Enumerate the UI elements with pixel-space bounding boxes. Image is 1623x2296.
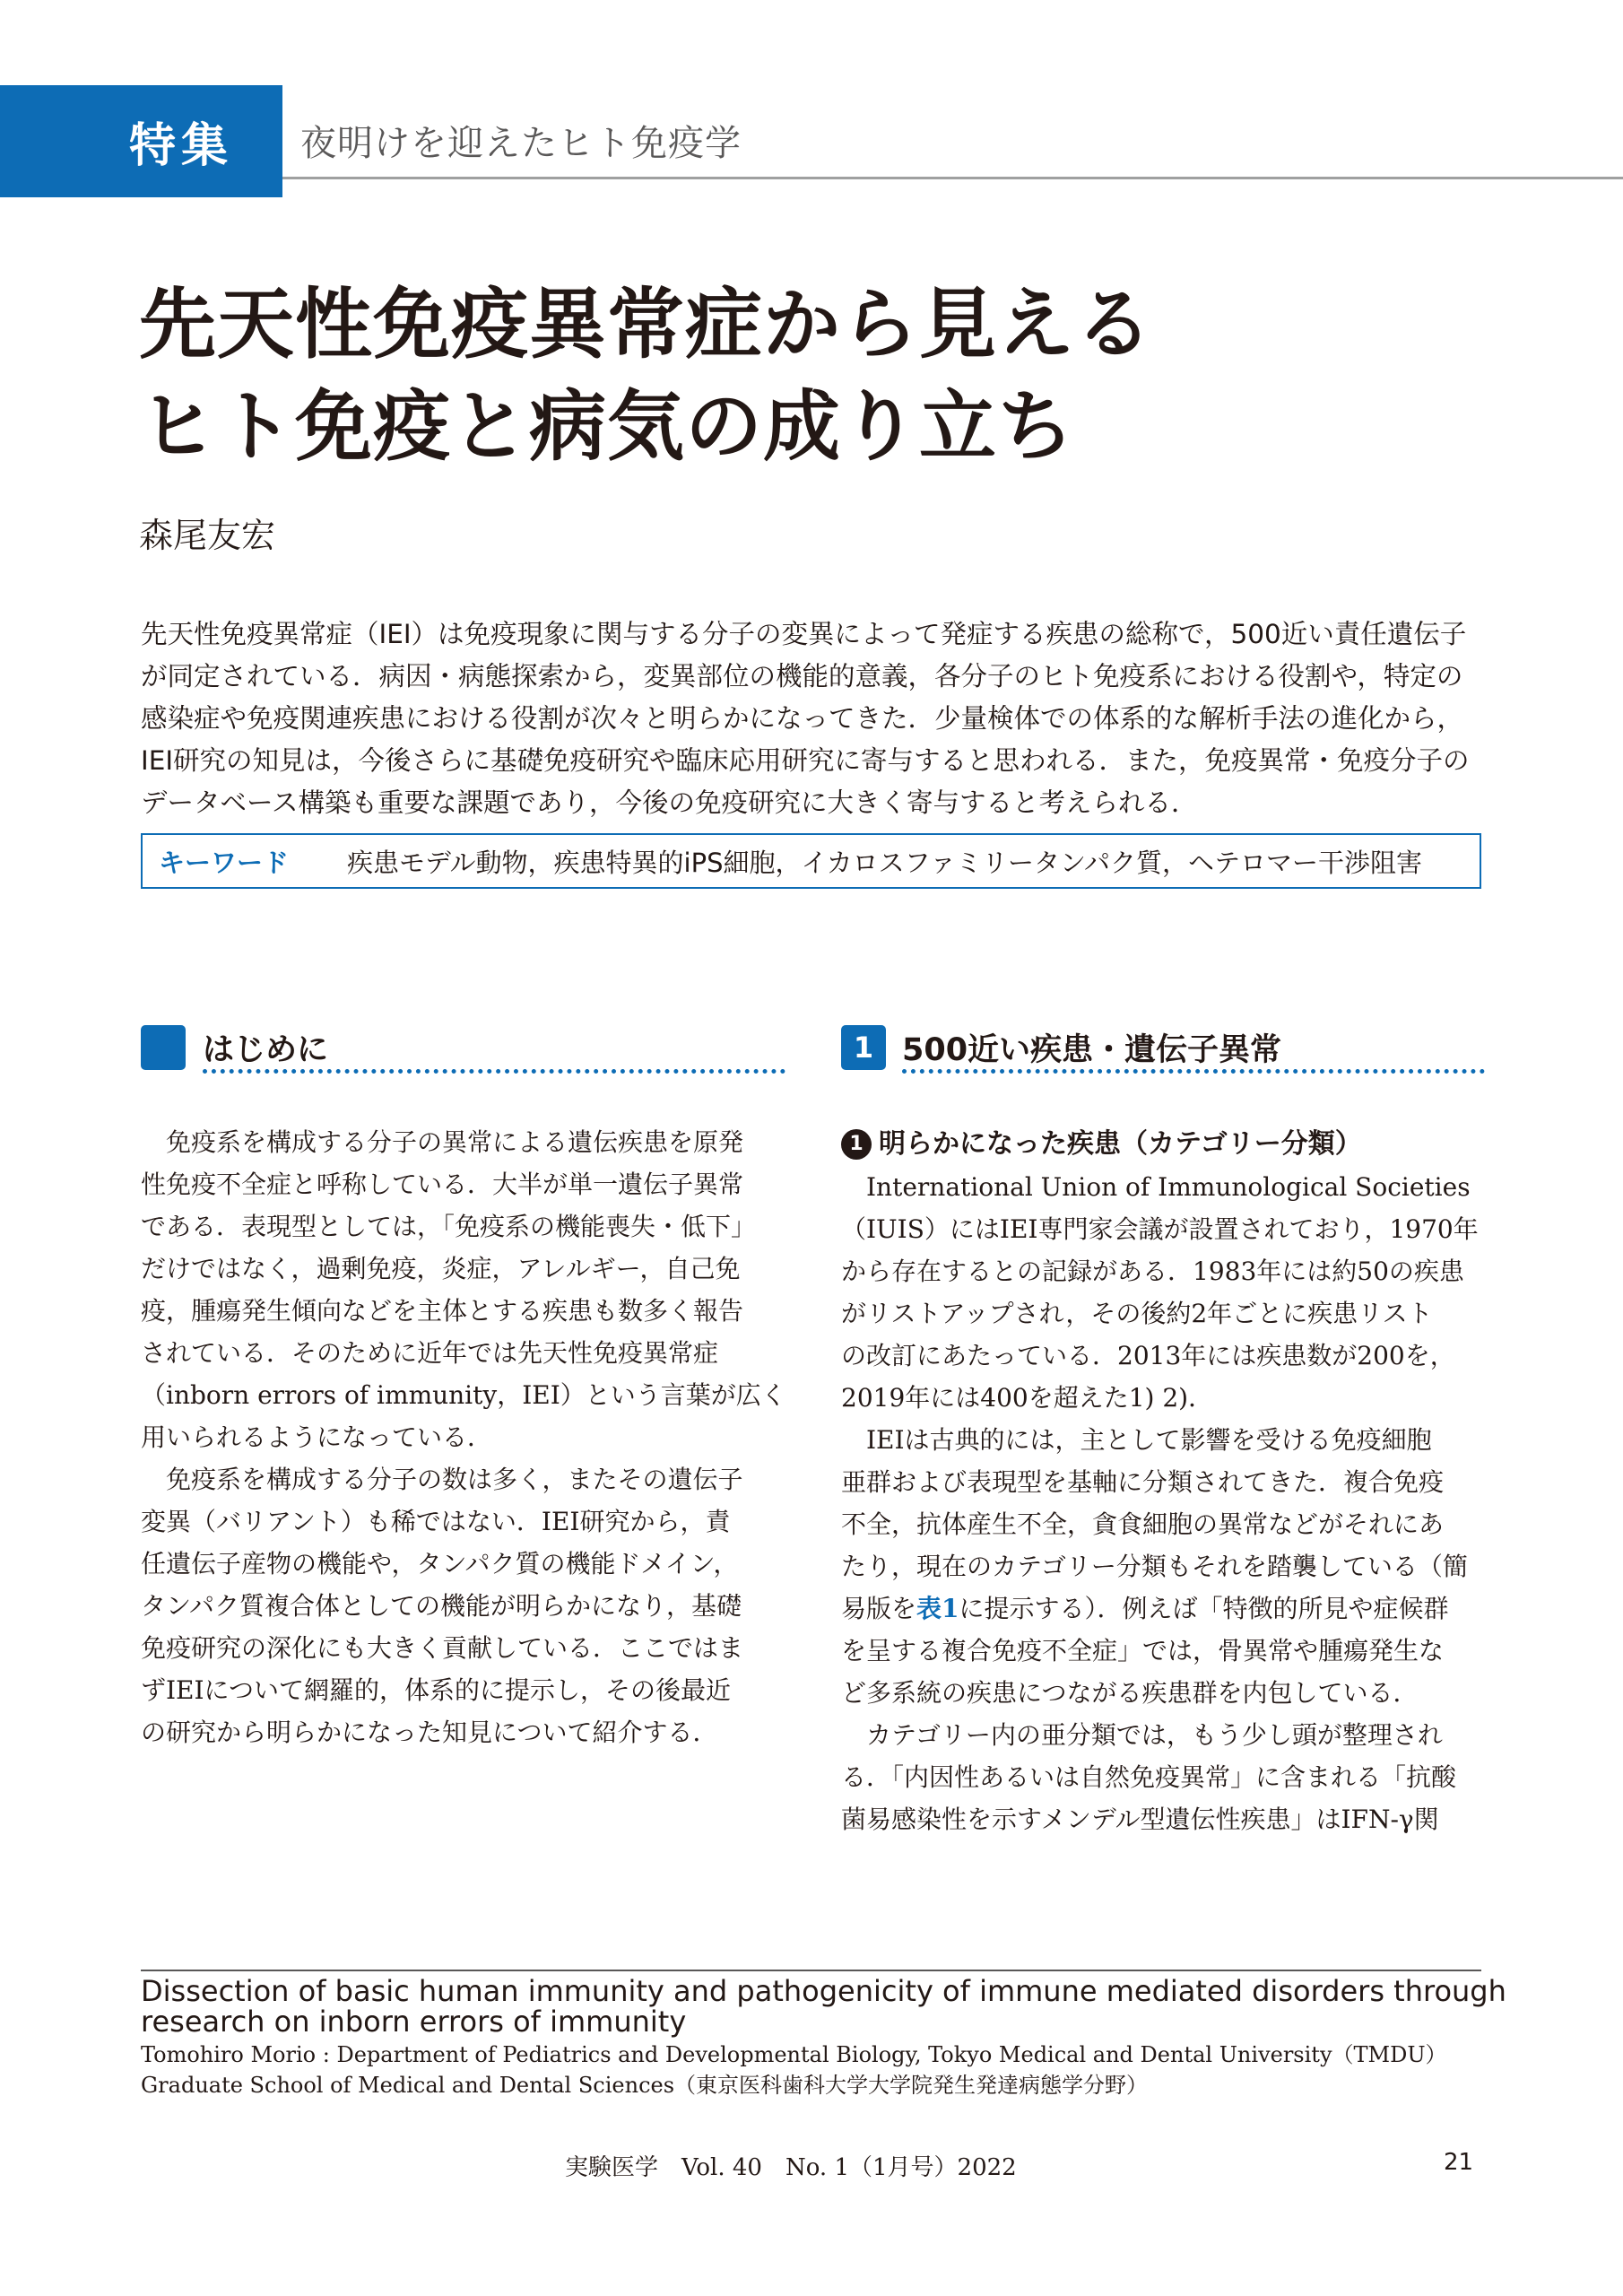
- journal-info: 実験医学 Vol. 40 No. 1（1月号）2022: [565, 2154, 1017, 2181]
- abstract-line: 先天性免疫異常症（IEI）は免疫現象に関与する分子の変異によって発症する疾患の総称で，500近い責任遺伝子: [141, 619, 1467, 649]
- body-line: の研究から明らかになった知見について紹介する．: [141, 1718, 718, 1747]
- author-name: 森尾友宏: [139, 516, 276, 555]
- section-title-1: 500近い疾患・遺伝子異常: [902, 1032, 1282, 1068]
- body-line: 性免疫不全症と呼称している．大半が単一遺伝子異常: [141, 1170, 744, 1199]
- header-divider: [282, 177, 1623, 179]
- abstract-line: 感染症や免疫関連疾患における役割が次々と明らかになってきた．少量検体での体系的な解析手法の進化から，: [141, 703, 1464, 734]
- body-line: カテゴリー内の亜分類では，もう少し頭が整理され: [841, 1720, 1443, 1750]
- affiliation-line-2: Graduate School of Medical and Dental Sciences（東京医科歯科大学大学院発生発達病態学分野）: [141, 2073, 1149, 2098]
- subsection-number-icon: 1: [841, 1129, 872, 1160]
- article-title-line-1: 先天性免疫異常症から見える: [139, 280, 1153, 370]
- abstract-line: が同定されている．病因・病態探索から，変異部位の機能的意義，各分子のヒト免疫系における役割や，特定の: [141, 661, 1463, 691]
- body-line: を呈する複合免疫不全症」では，骨異常や腫瘍発生な: [841, 1636, 1445, 1665]
- body-line: がリストアップされ，その後約2年ごとに疾患リスト: [841, 1299, 1433, 1328]
- abstract: [141, 613, 1486, 824]
- page-number: 21: [1444, 2149, 1474, 2176]
- body-line: 不全，抗体産生不全，貪食細胞の異常などがそれにあ: [841, 1509, 1445, 1539]
- body-line: （inborn errors of immunity，IEI）という言葉が広く: [141, 1380, 786, 1410]
- english-title-line-1: Dissection of basic human immunity and pathogenicity of immune mediated disorders through: [141, 1974, 1506, 2008]
- body-line: 免疫系を構成する分子の異常による遺伝疾患を原発: [141, 1127, 744, 1157]
- series-title: 夜明けを迎えたヒト免疫学: [300, 123, 742, 164]
- author-affiliation: [141, 2039, 1486, 2100]
- body-line: ずIEIについて網羅的，体系的に提示し，その後最近: [141, 1675, 732, 1705]
- body-line: 疫，腫瘍発生傾向などを主体とする疾患も数多く報告: [141, 1296, 744, 1326]
- feature-tag: 特集: [0, 85, 282, 197]
- section-number-badge: 1: [841, 1025, 886, 1070]
- body-line: 2019年には400を超えた1) 2)．: [841, 1383, 1214, 1413]
- article-title-line-2: ヒト免疫と病気の成り立ち: [139, 382, 1075, 472]
- english-title-line-2: research on inborn errors of immunity: [141, 2005, 687, 2039]
- keywords-text: 疾患モデル動物，疾患特異的iPS細胞，イカロスファミリータンパク質，ヘテロマー干渉阻害: [347, 847, 1423, 878]
- english-title: [141, 1974, 1506, 2039]
- body-line: されている．そのために近年では先天性免疫異常症: [141, 1338, 719, 1368]
- intro-body: [141, 1121, 786, 1753]
- article-title: [139, 274, 1529, 478]
- section-underline-dots: [203, 1069, 785, 1074]
- subsection-title: 明らかになった疾患（カテゴリー分類）: [879, 1128, 1362, 1160]
- body-line: 免疫系を構成する分子の数は多く，またその遺伝子: [141, 1465, 743, 1494]
- abstract-line: データベース構築も重要な課題であり，今後の免疫研究に大きく寄与すると考えられる．: [141, 787, 1198, 818]
- abstract-line: IEI研究の知見は，今後さらに基礎免疫研究や臨床応用研究に寄与すると思われる．また，免疫異常・免疫分子の: [141, 745, 1470, 776]
- body-line: だけではなく，過剰免疫，炎症，アレルギー，自己免: [141, 1254, 741, 1283]
- section1-body: [841, 1166, 1487, 1840]
- body-line: ど多系統の疾患につながる疾患群を内包している．: [841, 1678, 1419, 1708]
- body-line: 亜群および表現型を基軸に分類されてきた．複合免疫: [841, 1467, 1445, 1497]
- body-line: 免疫研究の深化にも大きく貢献している．ここではま: [141, 1633, 744, 1663]
- section-underline-dots: [902, 1069, 1485, 1074]
- body-line: タンパク質複合体としての機能が明らかになり，基礎: [141, 1591, 742, 1621]
- keywords-label: キーワード: [159, 847, 290, 878]
- body-line: International Union of Immunological Societies: [841, 1172, 1471, 1202]
- body-line: たり，現在のカテゴリー分類もそれを踏襲している（簡: [841, 1552, 1468, 1581]
- body-line: 用いられるようになっている．: [141, 1422, 493, 1452]
- keywords-box: [141, 833, 1481, 889]
- body-line: 易版を表1に提示する）．例えば「特徴的所見や症候群: [841, 1594, 1449, 1623]
- body-line: の改訂にあたっている．2013年には疾患数が200を，: [841, 1341, 1455, 1370]
- subsection-heading: [841, 1121, 1362, 1161]
- footer-divider: [141, 1970, 1481, 1971]
- section-title-intro: はじめに: [203, 1032, 329, 1068]
- body-line: IEIは古典的には，主として影響を受ける免疫細胞: [841, 1425, 1432, 1455]
- body-line: から存在するとの記録がある．1983年には約50の疾患: [841, 1257, 1464, 1286]
- body-line: る．「内因性あるいは自然免疫異常」に含まれる「抗酸: [841, 1762, 1457, 1792]
- table-reference-link[interactable]: 表1: [916, 1594, 959, 1623]
- body-line: （IUIS）にはIEI専門家会議が設置されており，1970年: [841, 1214, 1479, 1244]
- affiliation-line-1: Tomohiro Morio : Department of Pediatrics and Developmental Biology, Tokyo Medical and Dental University（TMDU）: [141, 2042, 1447, 2067]
- body-line: 菌易感染性を示すメンデル型遺伝性疾患」はIFN-γ関: [841, 1805, 1439, 1834]
- body-line: 変異（バリアント）も稀ではない．IEI研究から，責: [141, 1507, 731, 1536]
- section-marker-icon: [141, 1025, 186, 1070]
- body-line: 任遺伝子産物の機能や，タンパク質の機能ドメイン，: [141, 1549, 739, 1578]
- body-line: である．表現型としては，「免疫系の機能喪失・低下」: [141, 1212, 757, 1241]
